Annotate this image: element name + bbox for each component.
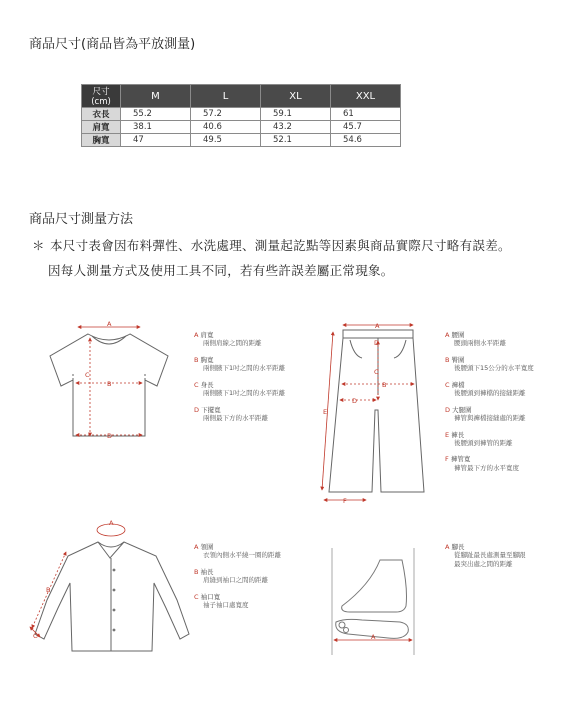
legend-key: A: [445, 331, 450, 339]
label-f: F: [343, 497, 347, 505]
legend-desc: 肩縫到袖口之間的距離: [203, 576, 268, 585]
legend-desc: 袖子袖口處寬度: [203, 601, 249, 610]
legend-key: C: [194, 592, 199, 601]
size-col-l: L: [191, 85, 261, 108]
asterisk-icon: ＊: [32, 238, 45, 253]
row-label: 胸寬: [82, 134, 121, 147]
cell: 49.5: [191, 134, 261, 147]
legend-title: 褲長: [451, 430, 465, 439]
cell: 40.6: [191, 121, 261, 134]
legend-shirt: [194, 543, 281, 618]
label-c: C: [85, 371, 90, 379]
list-item: [194, 381, 285, 398]
label-c: C: [374, 368, 379, 376]
label-b: B: [46, 586, 51, 594]
legend-key: C: [445, 380, 450, 389]
list-item: [194, 543, 281, 560]
cell: 55.2: [121, 108, 191, 121]
list-item: [194, 356, 285, 373]
legend-desc: 兩側腋下1吋之間的水平距離: [203, 389, 286, 398]
legend-desc: 兩側最下方的水平距離: [203, 414, 268, 423]
cell: 57.2: [191, 108, 261, 121]
method-heading: 商品尺寸測量方法: [29, 212, 134, 227]
cell: 61: [331, 108, 401, 121]
label-c: C: [33, 632, 38, 640]
cell: 43.2: [261, 121, 331, 134]
row-label: 衣長: [82, 108, 121, 121]
legend-key: B: [194, 355, 199, 364]
legend-desc: 褲管與褲檔接縫處的距離: [454, 414, 526, 423]
legend-desc: 褲管最下方的水平寬度: [454, 463, 519, 472]
legend-title: 胸寬: [200, 355, 214, 364]
label-b: B: [382, 381, 387, 389]
legend-title: 褲管寬: [450, 455, 471, 464]
legend-pants: [445, 331, 534, 480]
legend-foot: [445, 543, 526, 576]
legend-title: 腰圍: [451, 331, 465, 339]
size-heading: 商品尺寸(商品皆為平放測量): [29, 37, 196, 52]
legend-title: 身長: [200, 380, 214, 389]
legend-key: D: [194, 405, 200, 414]
note-line-2: 因每人測量方式及使用工具不同，若有些許誤差屬正常現象。: [48, 263, 394, 278]
legend-desc: 兩側腋下1吋之間的水平距離: [203, 364, 286, 373]
list-item: [445, 331, 534, 348]
cell: 38.1: [121, 121, 191, 134]
list-item: [445, 356, 534, 373]
legend-title: 領圍: [200, 543, 214, 551]
label-e: E: [323, 408, 328, 416]
shirt-icon: [35, 542, 189, 651]
legend-desc: 後腰頭到褲檔的接縫距離: [454, 389, 526, 398]
list-item: [445, 455, 534, 472]
size-col-m: M: [121, 85, 191, 108]
legend-title: 大腿圍: [452, 405, 472, 414]
cell: 54.6: [331, 134, 401, 147]
legend-key: A: [194, 543, 199, 551]
legend-key: A: [194, 331, 199, 339]
legend-title: 袖長: [200, 567, 214, 576]
list-item: [194, 406, 285, 423]
legend-desc: 衣領內側水平繞一圈的距離: [203, 551, 281, 560]
list-item: [194, 331, 285, 348]
list-item: [445, 431, 534, 448]
size-col-xl: XL: [261, 85, 331, 108]
row-label: 肩寬: [82, 121, 121, 134]
legend-title: 腳長: [451, 543, 465, 551]
legend-key: E: [445, 430, 450, 439]
legend-key: D: [445, 405, 451, 414]
cell: 52.1: [261, 134, 331, 147]
legend-desc: 後腰頭到褲管的距離: [454, 438, 513, 447]
list-item: [194, 593, 281, 610]
legend-desc: 腰頭兩側水平距離: [454, 339, 506, 348]
label-a: A: [375, 322, 380, 330]
list-item: [445, 406, 534, 423]
cell: 59.1: [261, 108, 331, 121]
size-col-xxl: XXL: [331, 85, 401, 108]
legend-key: B: [445, 355, 450, 364]
note-text-1: 本尺寸表會因布料彈性、水洗處理、測量起訖點等因素與商品實際尺寸略有誤差。: [50, 238, 511, 253]
legend-key: A: [445, 543, 450, 551]
legend-tshirt: [194, 331, 285, 431]
legend-title: 褲檔: [451, 380, 465, 389]
size-table-corner: 尺寸(cm): [82, 85, 121, 108]
legend-title: 肩寬: [200, 331, 214, 339]
legend-title: 袖口寬: [200, 592, 221, 601]
list-item: [445, 543, 526, 568]
label-d: D: [107, 432, 113, 440]
cell: 47: [121, 134, 191, 147]
label-a: A: [107, 320, 112, 328]
legend-desc: 從腳趾最長處測量至腳跟: [454, 551, 526, 560]
label-a: A: [371, 633, 376, 641]
legend-title: 下擺寬: [201, 405, 221, 414]
list-item: [194, 568, 281, 585]
cell: 45.7: [331, 121, 401, 134]
legend-key: C: [194, 380, 199, 389]
label-d: D: [352, 397, 358, 405]
list-item: [445, 381, 534, 398]
legend-key: B: [194, 567, 199, 576]
label-a: A: [109, 519, 114, 527]
legend-key: F: [445, 455, 449, 464]
legend-desc: 兩側肩線之間的距離: [203, 339, 262, 348]
legend-title: 臀圍: [451, 355, 465, 364]
label-a: D: [374, 339, 380, 347]
pants-icon: [329, 330, 424, 492]
label-b: B: [107, 380, 112, 388]
legend-desc: 後腰頭下15公分的水平寬度: [454, 364, 534, 373]
legend-desc: 最突出處之間的距離: [454, 559, 513, 568]
